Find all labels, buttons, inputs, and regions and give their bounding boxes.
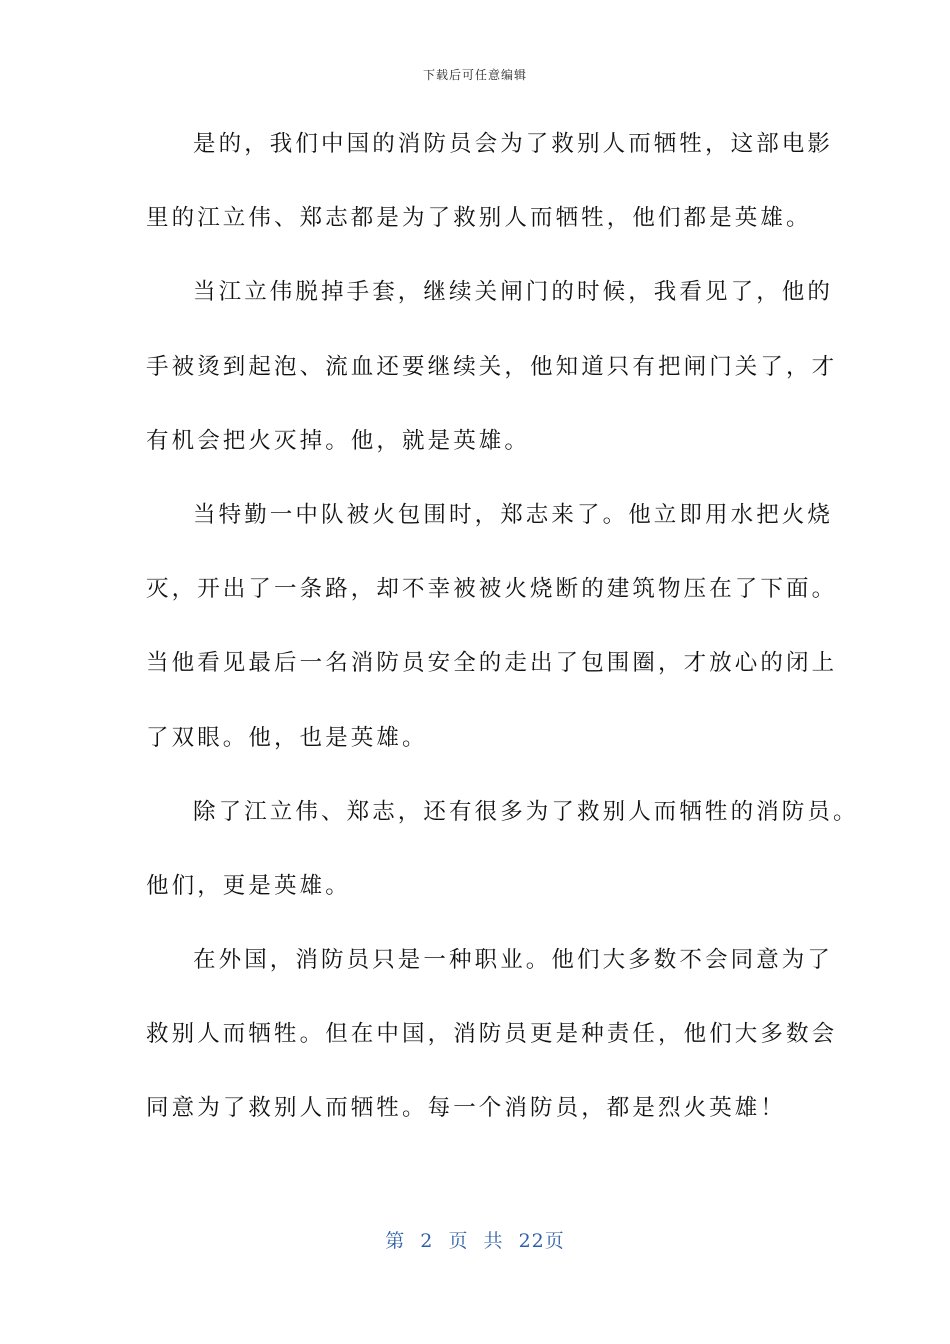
paragraph-line: 当特勤一中队被火包围时，郑志来了。他立即用水把火烧	[193, 501, 834, 528]
footer-page-unit: 页	[448, 1230, 469, 1252]
footer-current-page: 2	[420, 1230, 434, 1252]
paragraph-line: 灭，开出了一条路，却不幸被被火烧断的建筑物压在了下面。	[146, 576, 838, 603]
paragraph-line: 当他看见最后一名消防员安全的走出了包围圈，才放心的闭上	[146, 650, 838, 677]
paragraph-line: 是的，我们中国的消防员会为了救别人而牺牲，这部电影	[193, 131, 834, 157]
paragraph-line: 手被烫到起泡、流血还要继续关，他知道只有把闸门关了，才	[146, 353, 838, 380]
page-footer	[0, 1226, 950, 1253]
footer-prefix: 第	[385, 1230, 406, 1252]
paragraph-line: 救别人而牺牲。但在中国，消防员更是种责任，他们大多数会	[146, 1021, 838, 1048]
paragraph-line: 了双眼。他，也是英雄。	[146, 724, 428, 751]
header-note: 下载后可任意编辑	[422, 68, 527, 82]
paragraph-line: 有机会把火灭掉。他，就是英雄。	[146, 427, 531, 454]
paragraph-line: 在外国，消防员只是一种职业。他们大多数不会同意为了	[193, 947, 834, 974]
paragraph-line: 里的江立伟、郑志都是为了救别人而牺牲，他们都是英雄。	[146, 205, 812, 232]
paragraph-line: 他们，更是英雄。	[146, 872, 351, 899]
footer-total-label: 共	[483, 1230, 504, 1252]
footer-total-pages: 22页	[518, 1230, 565, 1252]
paragraph-line: 同意为了救别人而牺牲。每一个消防员，都是烈火英雄！	[146, 1095, 787, 1122]
body-text	[146, 128, 859, 1167]
paragraph-line: 除了江立伟、郑志，还有很多为了救别人而牺牲的消防员。	[193, 798, 859, 825]
paragraph-line: 当江立伟脱掉手套，继续关闸门的时候，我看见了，他的	[193, 279, 834, 306]
